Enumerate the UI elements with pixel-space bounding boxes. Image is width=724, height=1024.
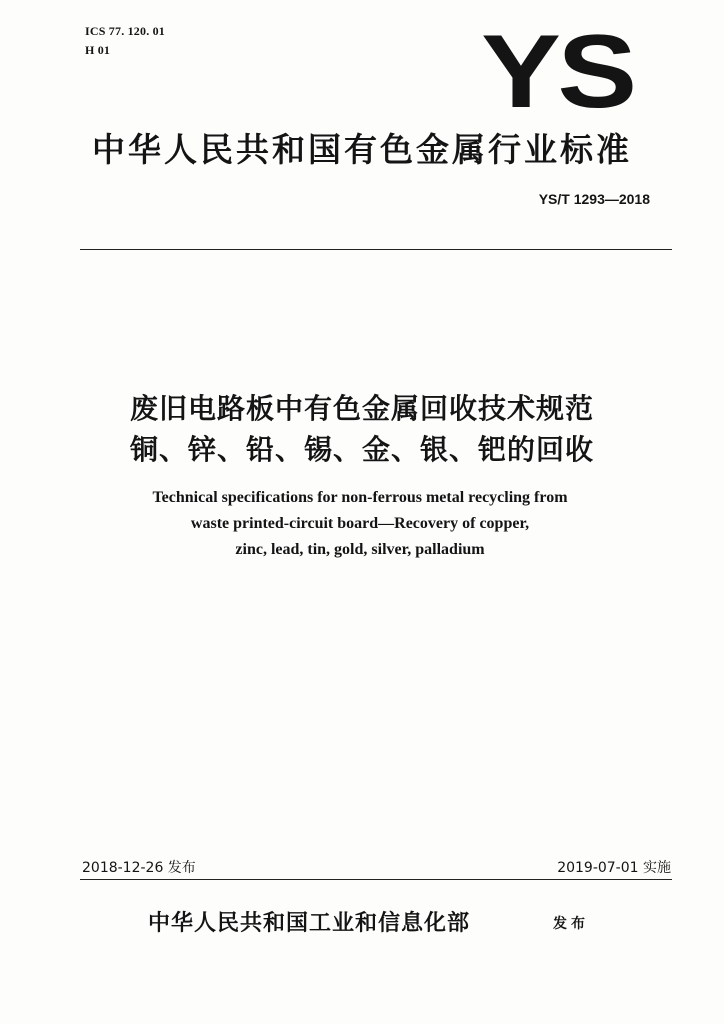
title-en: [100, 485, 620, 563]
top-divider: [80, 249, 672, 250]
ys-logo: YS: [481, 14, 634, 130]
title-en-line3: zinc, lead, tin, gold, silver, palladium: [235, 541, 485, 558]
publisher: 中华人民共和国工业和信息化部: [148, 911, 471, 936]
title-zh-line1: 废旧电路板中有色金属回收技术规范: [129, 392, 594, 425]
ics-code: ICS 77. 120. 01: [85, 24, 166, 38]
title-en-line2: waste printed-circuit board—Recovery of copper,: [190, 515, 530, 532]
ccs-code: H 01: [85, 43, 111, 57]
publish-label: 发布: [553, 916, 589, 932]
standard-number: YS/T 1293—2018: [538, 191, 650, 207]
org-title: 中华人民共和国有色金属行业标准: [92, 130, 632, 169]
issue-date: 2018-12-26 发布: [82, 860, 196, 876]
bottom-divider: [80, 879, 672, 880]
title-zh-line2: 铜、锌、铅、锡、金、银、钯的回收: [129, 433, 594, 466]
title-en-line1: Technical specifications for non-ferrous metal recycling from: [152, 489, 568, 506]
implement-date: 2019-07-01 实施: [557, 860, 671, 876]
